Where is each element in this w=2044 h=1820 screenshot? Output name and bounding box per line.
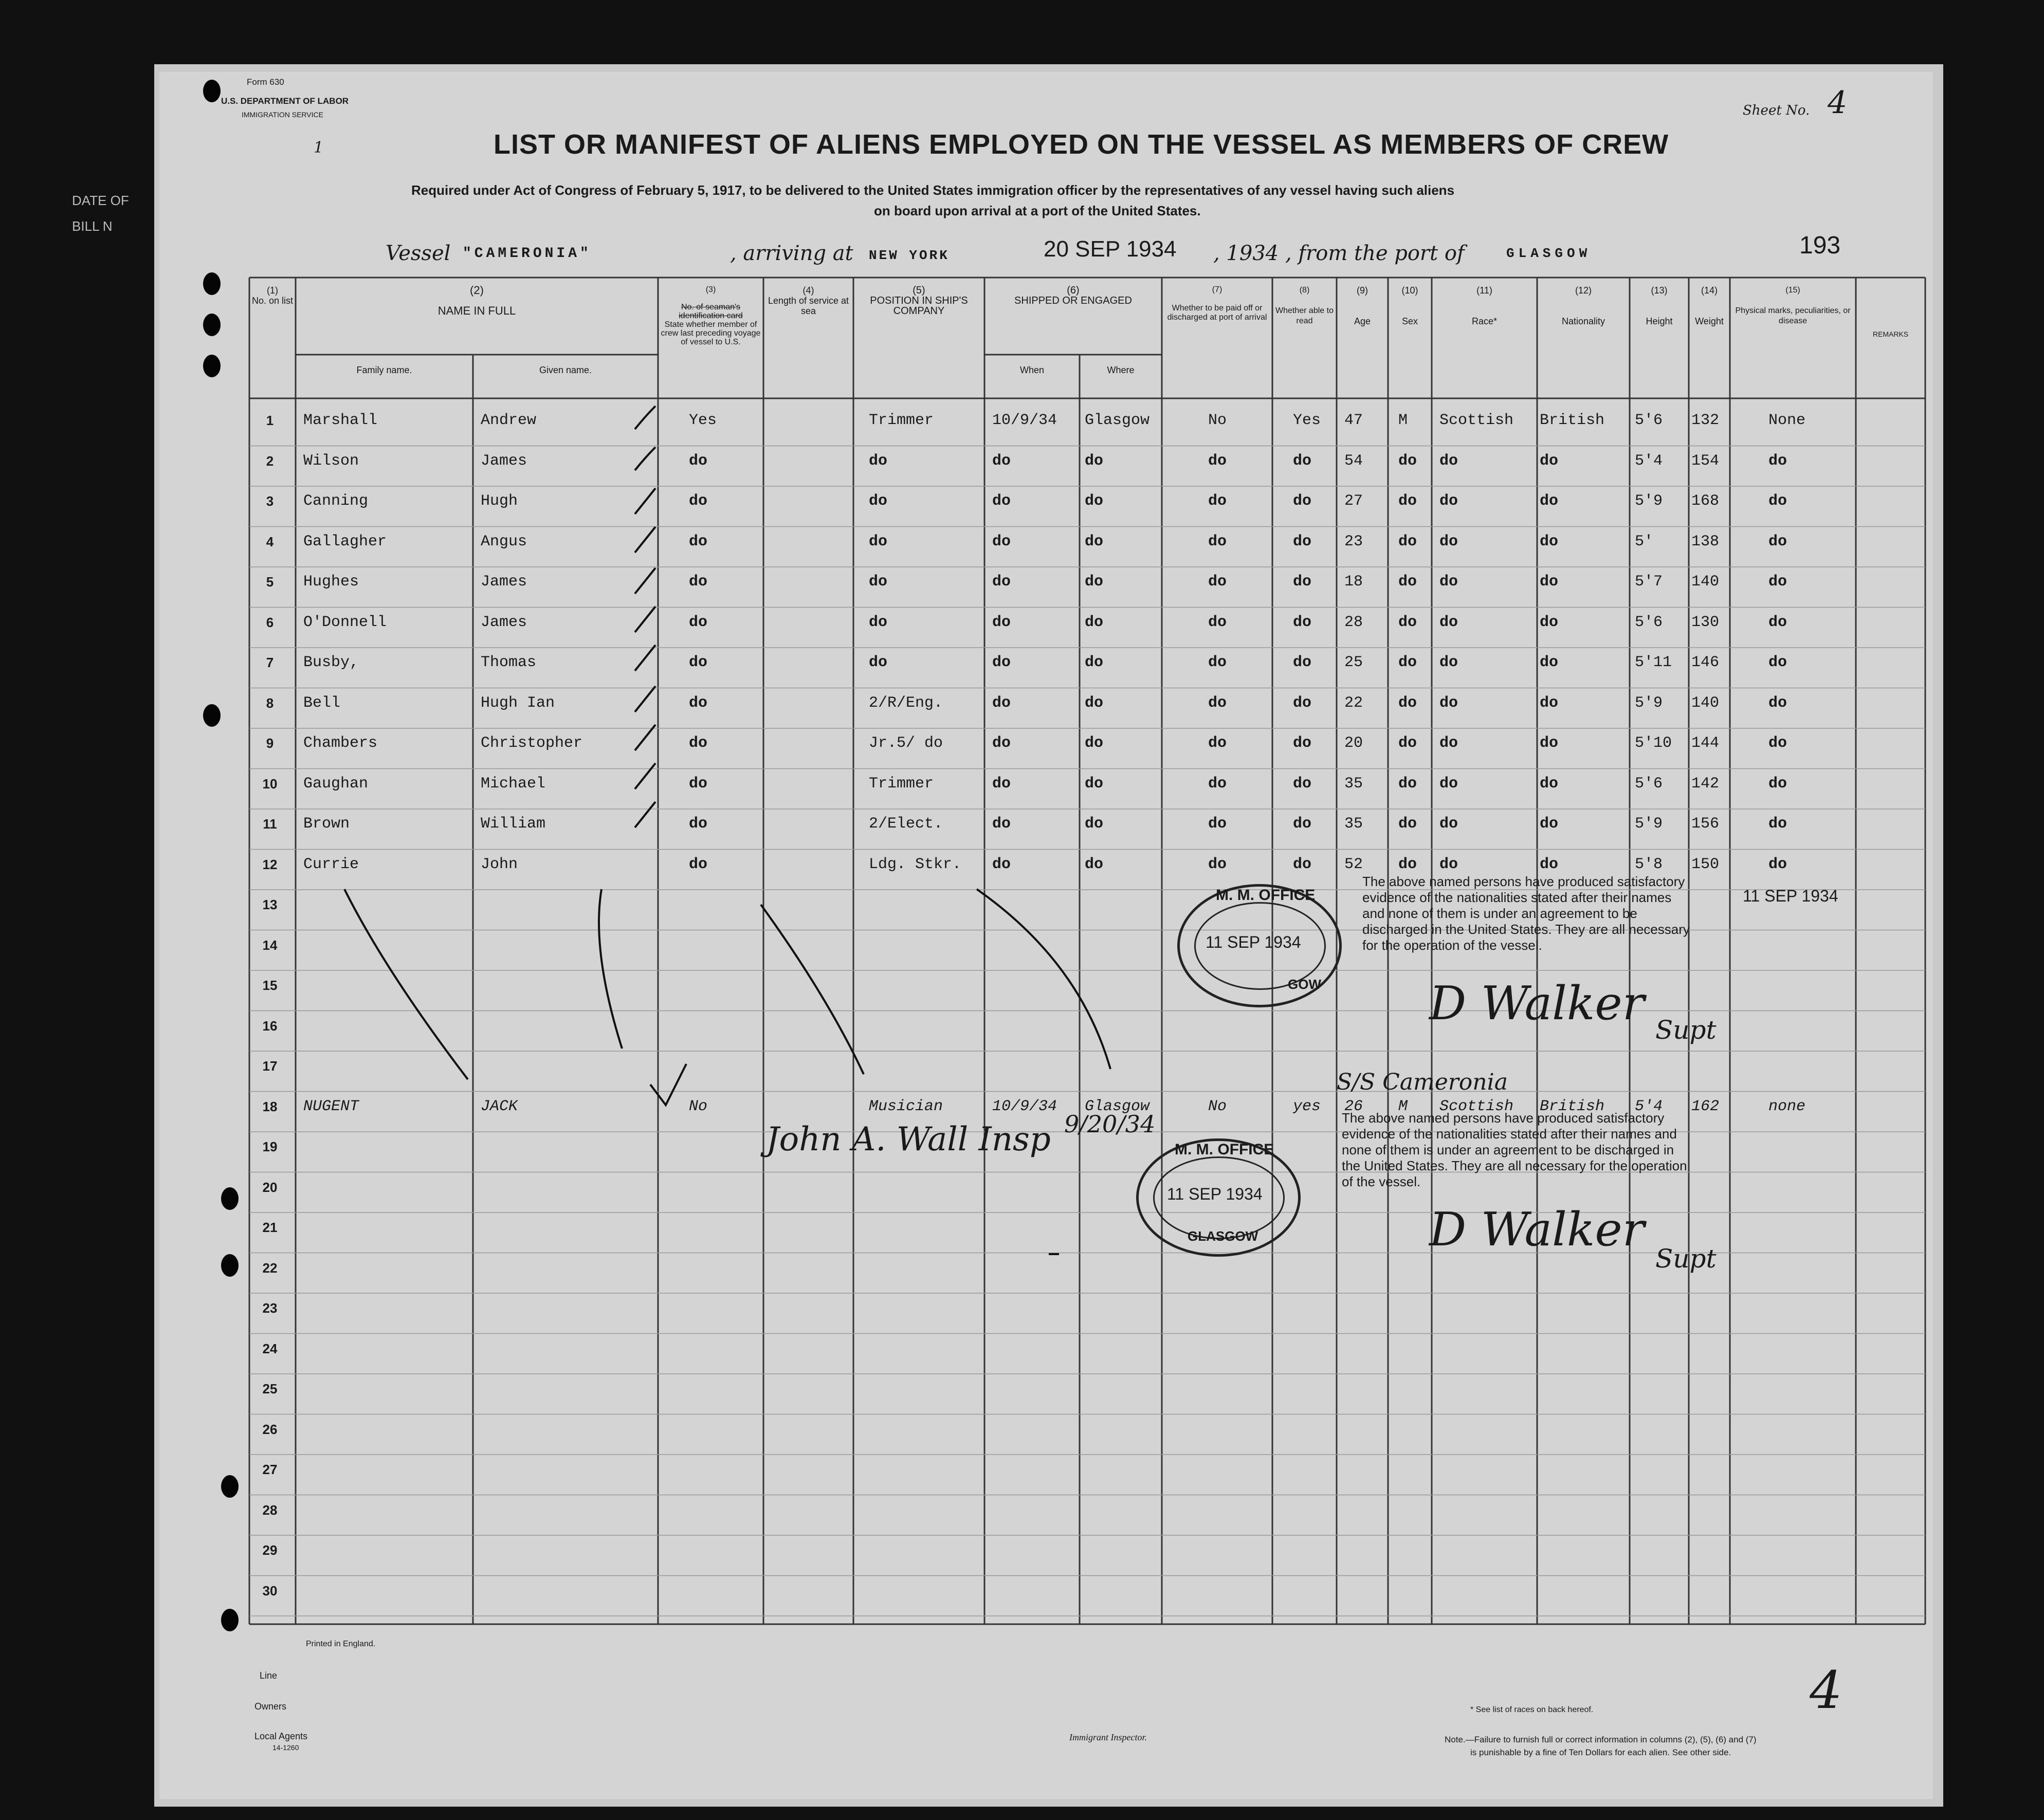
race: do bbox=[1439, 694, 1458, 712]
height: 5'10 bbox=[1635, 734, 1672, 752]
nationality: do bbox=[1540, 775, 1559, 793]
physical-marks: do bbox=[1768, 775, 1787, 793]
row-number: 9 bbox=[266, 736, 274, 751]
paid-off: do bbox=[1208, 654, 1227, 671]
shipped-when: 10/9/34 bbox=[992, 1097, 1057, 1115]
height: 5'6 bbox=[1635, 412, 1663, 429]
age: 54 bbox=[1344, 452, 1363, 470]
row-number: 29 bbox=[262, 1542, 278, 1558]
weight: 162 bbox=[1691, 1097, 1720, 1115]
sex: do bbox=[1398, 654, 1417, 671]
col-header-weight: (14) Weight bbox=[1695, 285, 1724, 326]
weight: 156 bbox=[1691, 815, 1720, 833]
race: do bbox=[1439, 492, 1458, 510]
row-number: 24 bbox=[262, 1340, 278, 1356]
position: Jr.5/ do bbox=[869, 734, 943, 752]
col-header-shipped: (6) SHIPPED OR ENGAGED bbox=[1014, 285, 1132, 306]
family-name: Gaughan bbox=[303, 775, 369, 793]
height: 5'9 bbox=[1635, 492, 1663, 510]
row-number: 25 bbox=[262, 1381, 278, 1396]
previous-voyage: do bbox=[689, 855, 708, 873]
form-number: Form 630 bbox=[247, 77, 284, 87]
shipped-when: do bbox=[992, 573, 1011, 591]
race: do bbox=[1439, 613, 1458, 631]
physical-marks: do bbox=[1768, 452, 1787, 470]
vessel-label: Vessel bbox=[386, 242, 451, 265]
weight: 154 bbox=[1691, 452, 1720, 470]
age: 47 bbox=[1344, 412, 1363, 429]
nationality: British bbox=[1540, 412, 1605, 429]
vessel-note: S/S Cameronia bbox=[1337, 1069, 1508, 1095]
previous-voyage: do bbox=[689, 775, 708, 793]
shipped-where: do bbox=[1085, 775, 1104, 793]
stamp-date-right: 11 SEP 1934 bbox=[1743, 887, 1838, 905]
able-to-read: do bbox=[1293, 654, 1312, 671]
col-header-age: (9) Age bbox=[1354, 285, 1371, 326]
shipped-where: do bbox=[1085, 855, 1104, 873]
given-name: Michael bbox=[481, 775, 546, 793]
nationality: do bbox=[1540, 573, 1559, 591]
physical-marks: None bbox=[1768, 412, 1806, 429]
margin-date-label: DATE OF bbox=[72, 193, 129, 208]
row-number: 17 bbox=[262, 1058, 278, 1074]
physical-marks: do bbox=[1768, 815, 1787, 833]
given-name: James bbox=[481, 573, 527, 591]
position: Trimmer bbox=[869, 775, 934, 793]
given-name: Andrew bbox=[481, 412, 537, 429]
family-name: Bell bbox=[303, 694, 341, 712]
position: do bbox=[869, 654, 888, 671]
height: 5'6 bbox=[1635, 775, 1663, 793]
age: 20 bbox=[1344, 734, 1363, 752]
physical-marks: do bbox=[1768, 492, 1787, 510]
declaration-2: The above named persons have produced satisfactory evidence of the nationalities stated after their names and none of them is under an agreement to be discharged in the United States. They are all necessary for the operation of the vessel. bbox=[1342, 1110, 1687, 1189]
department-label: U.S. DEPARTMENT OF LABOR bbox=[221, 96, 349, 106]
row-number: 12 bbox=[262, 856, 278, 872]
col-header-name: (2) NAME IN FULL bbox=[437, 284, 516, 317]
able-to-read: do bbox=[1293, 694, 1312, 712]
weight: 146 bbox=[1691, 654, 1720, 671]
nationality: do bbox=[1540, 654, 1559, 671]
family-name: Canning bbox=[303, 492, 369, 510]
nationality: do bbox=[1540, 815, 1559, 833]
col-header-height: (13) Height bbox=[1646, 285, 1673, 326]
paid-off: do bbox=[1208, 815, 1227, 833]
row-number: 19 bbox=[262, 1139, 278, 1154]
previous-voyage: do bbox=[689, 694, 708, 712]
page-number: 4 bbox=[1810, 1660, 1842, 1720]
race: do bbox=[1439, 855, 1458, 873]
family-name: Gallagher bbox=[303, 532, 387, 550]
fine-note-2: is punishable by a fine of Ten Dollars for each alien. See other side. bbox=[1470, 1748, 1731, 1757]
row-number: 18 bbox=[262, 1098, 278, 1114]
row-number: 11 bbox=[263, 816, 277, 832]
height: 5'8 bbox=[1635, 855, 1663, 873]
shipped-where: do bbox=[1085, 492, 1104, 510]
paid-off: No bbox=[1208, 412, 1227, 429]
paid-off: do bbox=[1208, 613, 1227, 631]
inspector-signature: John A. Wall Insp bbox=[766, 1120, 1051, 1159]
paid-off: do bbox=[1208, 775, 1227, 793]
row-number: 22 bbox=[262, 1260, 278, 1276]
given-name: Hugh bbox=[481, 492, 518, 510]
shipped-when: do bbox=[992, 532, 1011, 550]
race: do bbox=[1439, 775, 1458, 793]
agents-label: Local Agents bbox=[254, 1731, 308, 1741]
weight: 150 bbox=[1691, 855, 1720, 873]
sex: do bbox=[1398, 855, 1417, 873]
paid-off: No bbox=[1208, 1097, 1227, 1115]
sex: do bbox=[1398, 492, 1417, 510]
row-number: 4 bbox=[266, 534, 274, 549]
physical-marks: none bbox=[1768, 1097, 1806, 1115]
weight: 130 bbox=[1691, 613, 1720, 631]
position: do bbox=[869, 613, 888, 631]
age: 23 bbox=[1344, 532, 1363, 550]
subtitle-line-1: Required under Act of Congress of February 5, 1917, to be delivered to the United States immigration officer by the representatives of any vessel having such aliens bbox=[411, 182, 1455, 198]
shipped-when: do bbox=[992, 452, 1011, 470]
weight: 168 bbox=[1691, 492, 1720, 510]
office-stamp-2: M. M. OFFICE 11 SEP 1934 GLASGOW bbox=[1136, 1138, 1301, 1257]
previous-voyage: do bbox=[689, 452, 708, 470]
family-name: Brown bbox=[303, 815, 350, 833]
inspector-label: Immigrant Inspector. bbox=[1069, 1732, 1147, 1742]
position: 2/R/Eng. bbox=[869, 694, 943, 712]
family-name: Busby, bbox=[303, 654, 359, 671]
previous-voyage: do bbox=[689, 492, 708, 510]
race: do bbox=[1439, 815, 1458, 833]
family-name: Chambers bbox=[303, 734, 378, 752]
shipped-where: Glasgow bbox=[1085, 412, 1150, 429]
margin-bill-label: BILL N bbox=[72, 218, 113, 234]
shipped-when: do bbox=[992, 815, 1011, 833]
col-header-service: (4) Length of service at sea bbox=[768, 285, 849, 316]
weight: 140 bbox=[1691, 694, 1720, 712]
given-name: JACK bbox=[481, 1097, 518, 1115]
height: 5'7 bbox=[1635, 573, 1663, 591]
sex: do bbox=[1398, 775, 1417, 793]
race: do bbox=[1439, 654, 1458, 671]
row-number: 2 bbox=[266, 453, 274, 469]
position: do bbox=[869, 492, 888, 510]
given-name: Hugh Ian bbox=[481, 694, 555, 712]
able-to-read: Yes bbox=[1293, 412, 1321, 429]
nationality: British bbox=[1540, 1097, 1605, 1115]
row-number: 5 bbox=[266, 574, 274, 590]
family-name: Wilson bbox=[303, 452, 359, 470]
able-to-read: do bbox=[1293, 734, 1312, 752]
able-to-read: do bbox=[1293, 452, 1312, 470]
paid-off: do bbox=[1208, 734, 1227, 752]
line-label: Line bbox=[260, 1670, 278, 1681]
shipped-when: do bbox=[992, 855, 1011, 873]
nationality: do bbox=[1540, 492, 1559, 510]
shipped-where: do bbox=[1085, 734, 1104, 752]
given-name: Thomas bbox=[481, 654, 537, 671]
physical-marks: do bbox=[1768, 532, 1787, 550]
row-number: 28 bbox=[262, 1502, 278, 1518]
previous-voyage: Yes bbox=[689, 412, 717, 429]
shipped-where: do bbox=[1085, 815, 1104, 833]
physical-marks: do bbox=[1768, 855, 1787, 873]
nationality: do bbox=[1540, 532, 1559, 550]
previous-voyage: do bbox=[689, 815, 708, 833]
family-name: Currie bbox=[303, 855, 359, 873]
position: 2/Elect. bbox=[869, 815, 943, 833]
sex: do bbox=[1398, 734, 1417, 752]
height: 5'4 bbox=[1635, 1097, 1663, 1115]
weight: 138 bbox=[1691, 532, 1720, 550]
age: 25 bbox=[1344, 654, 1363, 671]
race: Scottish bbox=[1439, 412, 1514, 429]
shipped-where: do bbox=[1085, 654, 1104, 671]
col-header-race: (11) Race* bbox=[1471, 285, 1498, 326]
sex: do bbox=[1398, 573, 1417, 591]
physical-marks: do bbox=[1768, 654, 1787, 671]
row-number: 1 bbox=[266, 413, 274, 428]
shipped-when: do bbox=[992, 694, 1011, 712]
col-header-remarks: REMARKS bbox=[1872, 330, 1909, 338]
paid-off: do bbox=[1208, 573, 1227, 591]
col-header-no: (1) No. on list bbox=[251, 285, 294, 306]
arrival-port: NEW YORK bbox=[869, 248, 950, 263]
signature-2: D Walker bbox=[1429, 1203, 1645, 1257]
signature-1: D Walker bbox=[1429, 977, 1645, 1031]
col-header-card: (3) No. of seaman's identification card State whether member of crew last preceding voyage of vessel to U.S. bbox=[661, 285, 761, 346]
able-to-read: do bbox=[1293, 613, 1312, 631]
able-to-read: yes bbox=[1293, 1097, 1321, 1115]
family-name: Marshall bbox=[303, 412, 378, 429]
paid-off: do bbox=[1208, 532, 1227, 550]
shipped-when: do bbox=[992, 775, 1011, 793]
row-number: 7 bbox=[266, 655, 274, 670]
shipped-where: do bbox=[1085, 532, 1104, 550]
age: 22 bbox=[1344, 694, 1363, 712]
row-number: 16 bbox=[262, 1018, 278, 1034]
row-number: 8 bbox=[266, 695, 274, 711]
able-to-read: do bbox=[1293, 573, 1312, 591]
position: Musician bbox=[869, 1097, 943, 1115]
printed-note: Printed in England. bbox=[306, 1640, 376, 1648]
family-name: O'Donnell bbox=[303, 613, 387, 631]
race: do bbox=[1439, 452, 1458, 470]
shipped-where: do bbox=[1085, 613, 1104, 631]
sex: M bbox=[1398, 412, 1408, 429]
nationality: do bbox=[1540, 613, 1559, 631]
age: 28 bbox=[1344, 613, 1363, 631]
height: 5'4 bbox=[1635, 452, 1663, 470]
nationality: do bbox=[1540, 452, 1559, 470]
shipped-where: do bbox=[1085, 573, 1104, 591]
shipped-where: do bbox=[1085, 452, 1104, 470]
previous-voyage: do bbox=[689, 532, 708, 550]
family-name: NUGENT bbox=[303, 1097, 359, 1115]
position: do bbox=[869, 452, 888, 470]
row-number: 10 bbox=[262, 776, 278, 792]
row-number: 26 bbox=[262, 1421, 278, 1437]
col-header-nationality: (12) Nationality bbox=[1561, 285, 1605, 326]
agents-code: 14-1260 bbox=[272, 1743, 299, 1752]
col-header-when: When bbox=[1019, 365, 1045, 375]
arrival-date: 20 SEP 1934 bbox=[1044, 236, 1177, 262]
height: 5'11 bbox=[1635, 654, 1672, 671]
signature-2-title: Supt bbox=[1655, 1244, 1717, 1274]
col-header-family: Family name. bbox=[356, 365, 412, 375]
race: do bbox=[1439, 573, 1458, 591]
fine-note-1: Note.—Failure to furnish full or correct information in columns (2), (5), (6) and (7) bbox=[1445, 1735, 1757, 1744]
paid-off: do bbox=[1208, 452, 1227, 470]
given-name: Angus bbox=[481, 532, 527, 550]
able-to-read: do bbox=[1293, 815, 1312, 833]
height: 5'6 bbox=[1635, 613, 1663, 631]
sex: do bbox=[1398, 532, 1417, 550]
shipped-when: 10/9/34 bbox=[992, 412, 1057, 429]
col-header-where: Where bbox=[1107, 365, 1135, 375]
age: 52 bbox=[1344, 855, 1363, 873]
weight: 140 bbox=[1691, 573, 1720, 591]
previous-voyage: do bbox=[689, 734, 708, 752]
physical-marks: do bbox=[1768, 613, 1787, 631]
shipped-where: do bbox=[1085, 694, 1104, 712]
shipped-when: do bbox=[992, 654, 1011, 671]
arriving-label: , arriving at bbox=[730, 242, 853, 265]
page-title: LIST OR MANIFEST OF ALIENS EMPLOYED ON THE VESSEL AS MEMBERS OF CREW bbox=[494, 129, 1669, 160]
sex: do bbox=[1398, 815, 1417, 833]
race: do bbox=[1439, 532, 1458, 550]
row-number: 14 bbox=[262, 937, 278, 953]
row-number: 3 bbox=[266, 493, 274, 509]
shipped-where: Glasgow bbox=[1085, 1097, 1150, 1115]
col-header-given: Given name. bbox=[539, 365, 592, 375]
nationality: do bbox=[1540, 855, 1559, 873]
sex: M bbox=[1398, 1097, 1408, 1115]
sheet-number: 4 bbox=[1828, 85, 1848, 121]
departure-port: GLASGOW bbox=[1506, 246, 1592, 261]
from-port-label: , 1934 , from the port of bbox=[1213, 242, 1465, 265]
position: do bbox=[869, 573, 888, 591]
row-number: 30 bbox=[262, 1583, 278, 1598]
col-header-read: (8) Whether able to read bbox=[1275, 286, 1334, 325]
physical-marks: do bbox=[1768, 734, 1787, 752]
corner-mark: 1 bbox=[314, 139, 324, 157]
age: 35 bbox=[1344, 775, 1363, 793]
physical-marks: do bbox=[1768, 573, 1787, 591]
shipped-when: do bbox=[992, 734, 1011, 752]
sex: do bbox=[1398, 613, 1417, 631]
sheet-label: Sheet No. bbox=[1743, 103, 1810, 118]
weight: 144 bbox=[1691, 734, 1720, 752]
position: Trimmer bbox=[869, 412, 934, 429]
signature-1-title: Supt bbox=[1655, 1015, 1717, 1045]
sex: do bbox=[1398, 694, 1417, 712]
paid-off: do bbox=[1208, 855, 1227, 873]
given-name: James bbox=[481, 613, 527, 631]
race: do bbox=[1439, 734, 1458, 752]
age: 26 bbox=[1344, 1097, 1363, 1115]
previous-voyage: do bbox=[689, 654, 708, 671]
paid-off: do bbox=[1208, 694, 1227, 712]
list-number: 193 bbox=[1799, 232, 1841, 259]
races-note: * See list of races on back hereof. bbox=[1470, 1705, 1594, 1714]
given-name: Christopher bbox=[481, 734, 583, 752]
race: Scottish bbox=[1439, 1097, 1514, 1115]
owners-label: Owners bbox=[254, 1701, 287, 1712]
height: 5'9 bbox=[1635, 694, 1663, 712]
shipped-when: do bbox=[992, 492, 1011, 510]
office-stamp-1: M. M. OFFICE 11 SEP 1934 GOW bbox=[1177, 884, 1342, 1007]
row-number: 6 bbox=[266, 614, 274, 630]
inspector-date: 9/20/34 bbox=[1064, 1110, 1156, 1138]
able-to-read: do bbox=[1293, 492, 1312, 510]
able-to-read: do bbox=[1293, 532, 1312, 550]
col-header-sex: (10) Sex bbox=[1401, 285, 1418, 326]
row-number: 15 bbox=[262, 978, 278, 993]
weight: 132 bbox=[1691, 412, 1720, 429]
col-header-position: (5) POSITION IN SHIP'S COMPANY bbox=[870, 285, 968, 317]
col-header-paid: (7) Whether to be paid off or discharged at port of arrival bbox=[1167, 285, 1267, 322]
age: 27 bbox=[1344, 492, 1363, 510]
previous-voyage: No bbox=[689, 1097, 708, 1115]
nationality: do bbox=[1540, 694, 1559, 712]
nationality: do bbox=[1540, 734, 1559, 752]
subtitle-line-2: on board upon arrival at a port of the United States. bbox=[874, 203, 1201, 218]
row-number: 21 bbox=[262, 1220, 278, 1235]
position: do bbox=[869, 532, 888, 550]
able-to-read: do bbox=[1293, 855, 1312, 873]
service-label: IMMIGRATION SERVICE bbox=[242, 111, 323, 119]
previous-voyage: do bbox=[689, 613, 708, 631]
age: 18 bbox=[1344, 573, 1363, 591]
given-name: James bbox=[481, 452, 527, 470]
able-to-read: do bbox=[1293, 775, 1312, 793]
height: 5'9 bbox=[1635, 815, 1663, 833]
given-name: William bbox=[481, 815, 546, 833]
previous-voyage: do bbox=[689, 573, 708, 591]
weight: 142 bbox=[1691, 775, 1720, 793]
paid-off: do bbox=[1208, 492, 1227, 510]
given-name: John bbox=[481, 855, 518, 873]
shipped-when: do bbox=[992, 613, 1011, 631]
sex: do bbox=[1398, 452, 1417, 470]
row-number: 13 bbox=[262, 897, 278, 912]
col-header-marks: (15) Physical marks, peculiarities, or disease bbox=[1735, 286, 1851, 325]
position: Ldg. Stkr. bbox=[869, 855, 962, 873]
age: 35 bbox=[1344, 815, 1363, 833]
family-name: Hughes bbox=[303, 573, 359, 591]
physical-marks: do bbox=[1768, 694, 1787, 712]
row-number: 27 bbox=[262, 1462, 278, 1477]
row-number: 20 bbox=[262, 1179, 278, 1195]
row-number: 23 bbox=[262, 1300, 278, 1316]
declaration-1: The above named persons have produced satisfactory evidence of the nationalities stated after their names and none of them is under an agreement to be discharged in the United States. They are all necessary for the operation of the vessel. bbox=[1362, 874, 1690, 953]
vessel-name: "CAMERONIA" bbox=[463, 246, 592, 262]
height: 5' bbox=[1635, 532, 1654, 550]
